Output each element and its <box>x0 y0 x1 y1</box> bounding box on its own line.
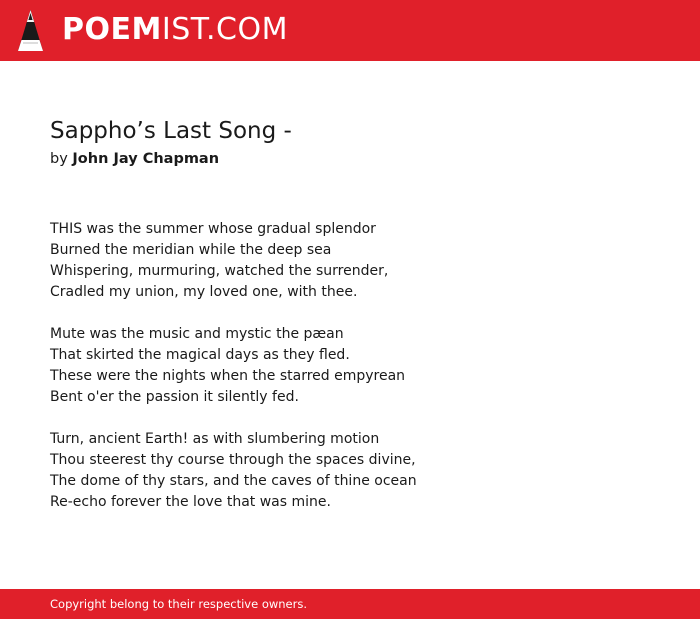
stanza <box>50 324 417 408</box>
stanza <box>50 429 417 513</box>
poem-line: Cradled my union, my loved one, with thee. <box>50 284 358 300</box>
poem-line: Whispering, murmuring, watched the surrender, <box>50 263 389 279</box>
site-footer <box>0 589 700 619</box>
poem-byline <box>50 149 219 169</box>
copyright-notice: Copyright belong to their respective owners. <box>50 597 308 611</box>
poem-author: John Jay Chapman <box>72 151 220 167</box>
poem-line: That skirted the magical days as they fled. <box>50 347 350 363</box>
poem-line: The dome of thy stars, and the caves of thine ocean <box>50 473 417 489</box>
poem-line: THIS was the summer whose gradual splendor <box>50 221 376 237</box>
poem-line: Mute was the music and mystic the pæan <box>50 326 344 342</box>
poem-line: These were the nights when the starred empyrean <box>50 368 406 384</box>
site-header <box>0 0 700 61</box>
poem-line: Bent o'er the passion it silently fed. <box>50 389 299 405</box>
by-prefix: by <box>50 151 68 167</box>
poem-line: Burned the meridian while the deep sea <box>50 242 332 258</box>
stanza <box>50 219 417 303</box>
poem-body <box>50 219 417 513</box>
site-logo[interactable] <box>62 12 288 48</box>
poem-title: Sappho’s Last Song - <box>50 118 292 144</box>
poem-line: Turn, ancient Earth! as with slumbering motion <box>50 431 380 447</box>
brand-bold: POEM <box>62 12 162 47</box>
poem-line: Thou steerest thy course through the spaces divine, <box>50 452 416 468</box>
poem-line: Re-echo forever the love that was mine. <box>50 494 331 510</box>
brand-light: IST.COM <box>161 12 288 47</box>
pencil-icon[interactable] <box>18 10 43 51</box>
